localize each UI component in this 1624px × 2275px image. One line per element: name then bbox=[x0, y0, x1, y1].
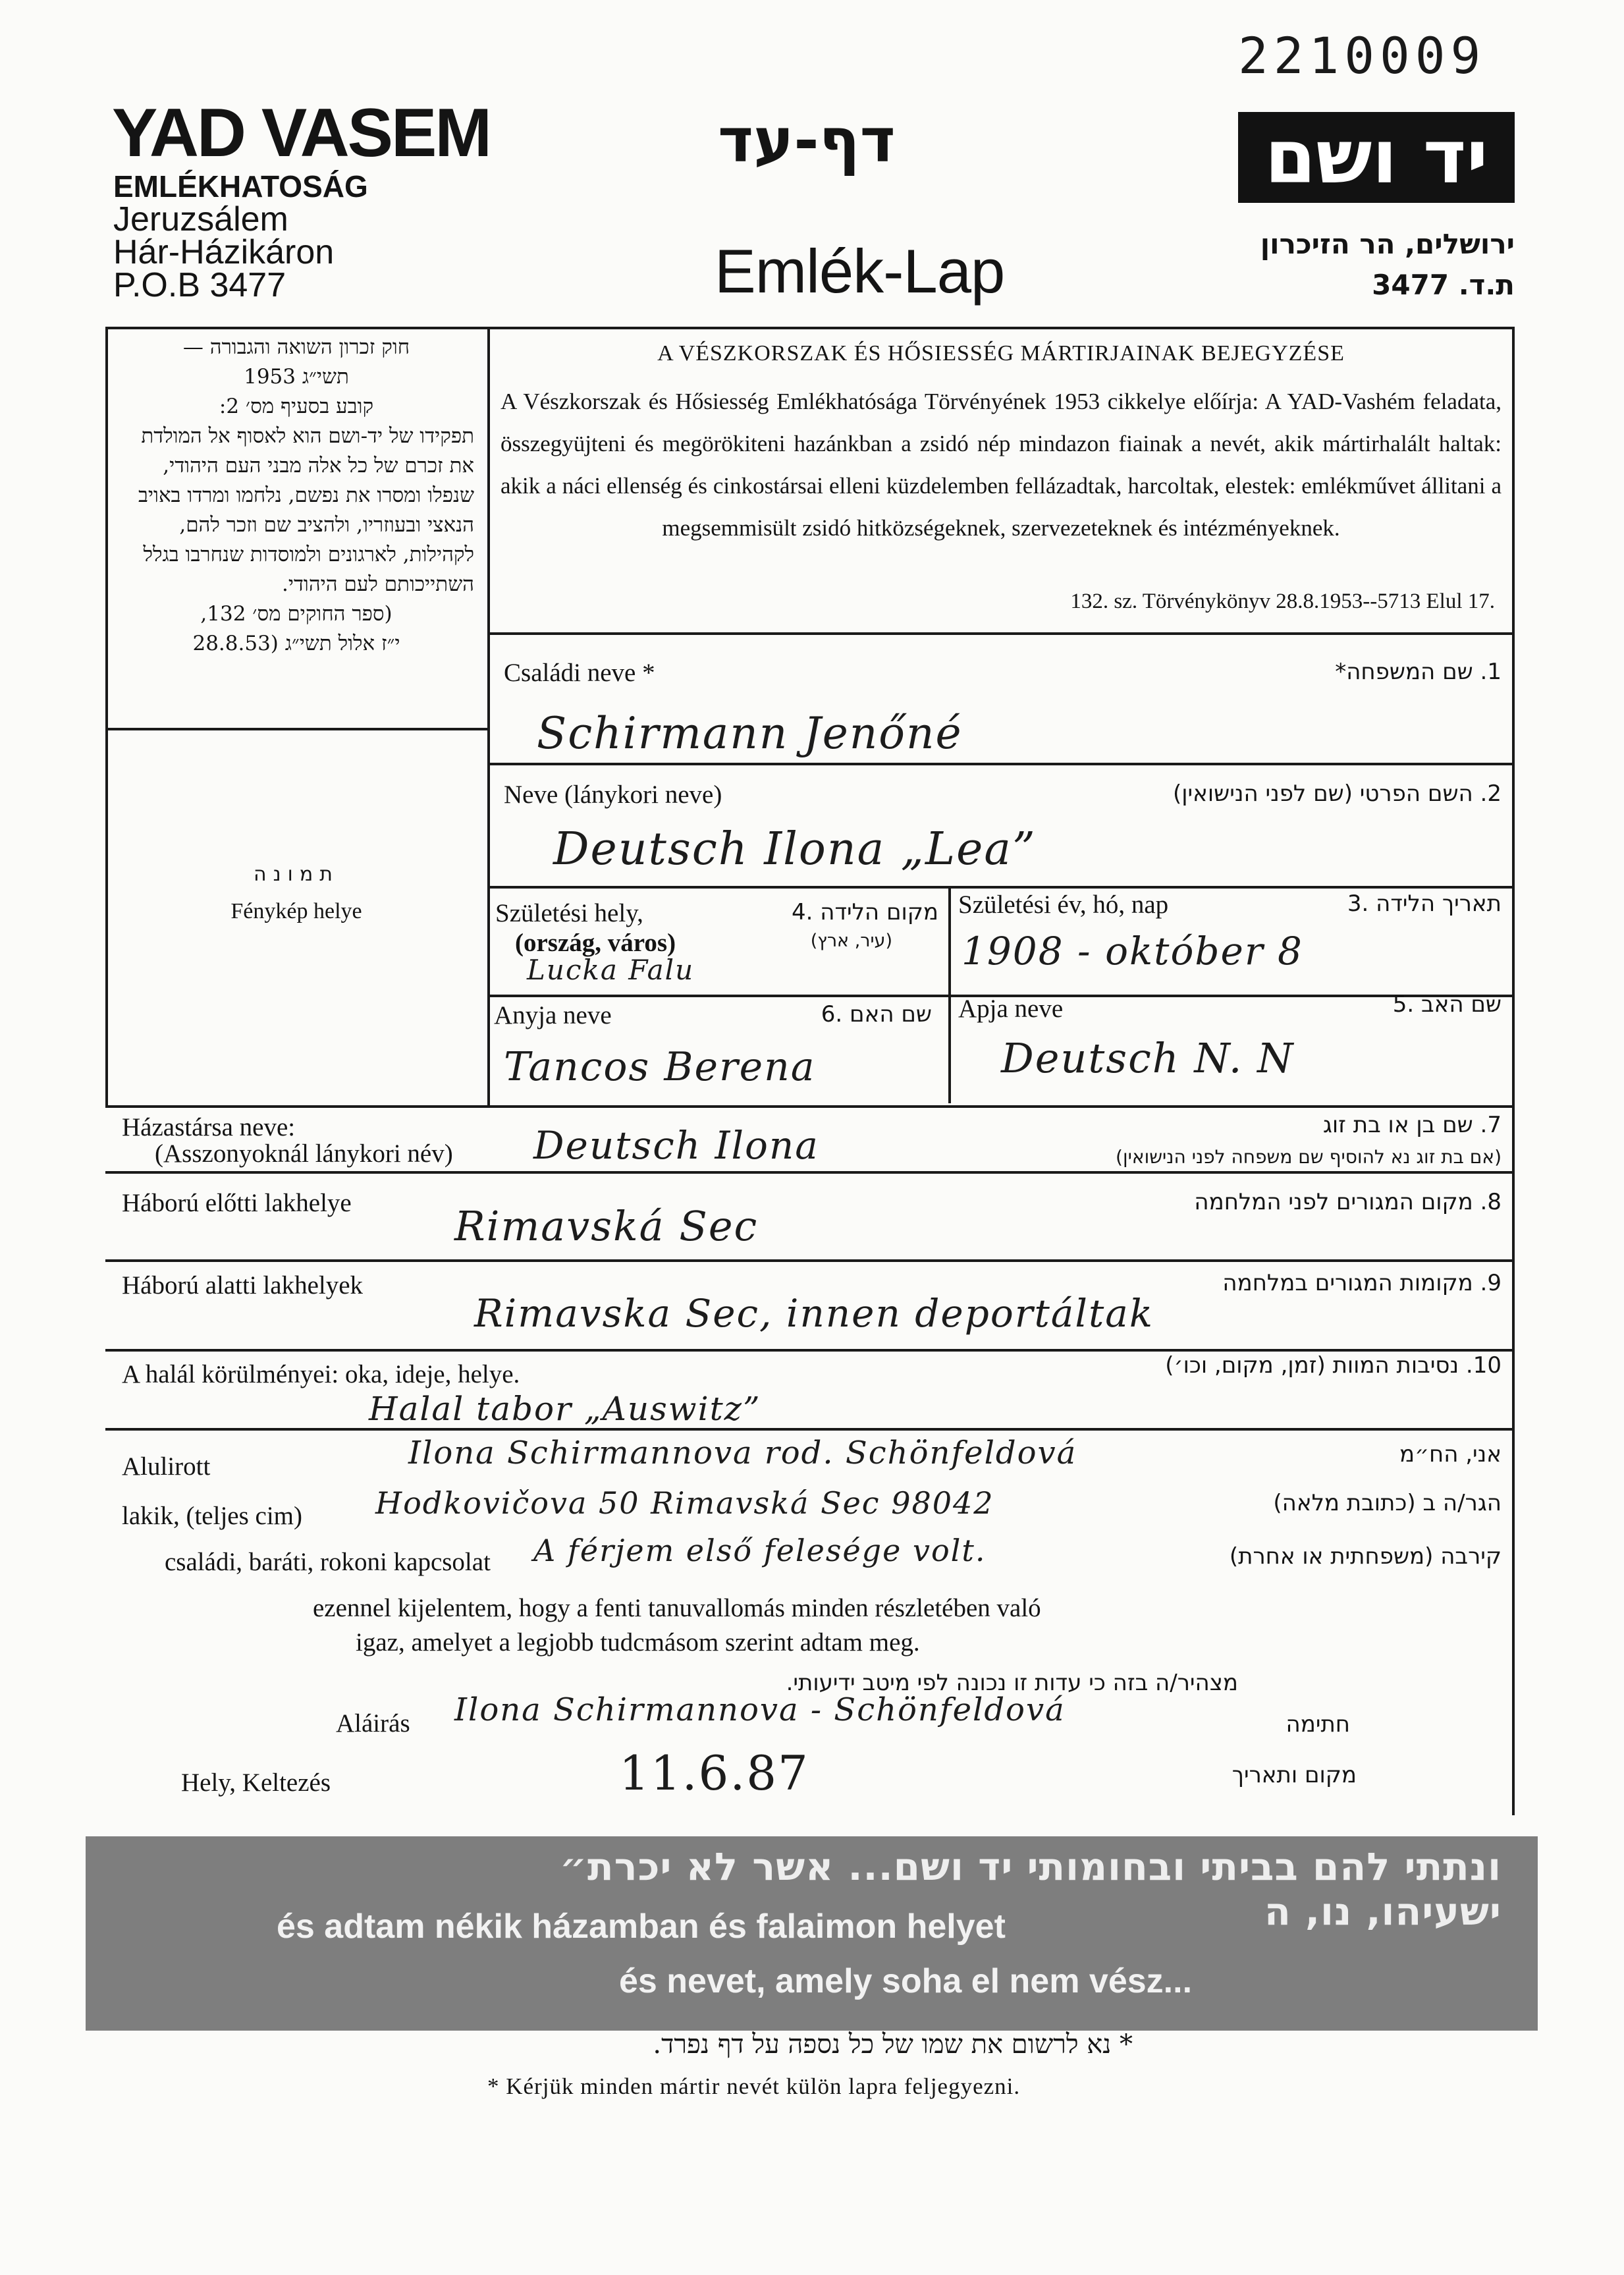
field-prewar-residence-value: Rimavská Sec bbox=[454, 1202, 759, 1250]
field-birthplace-heb-2: (עיר, ארץ) bbox=[810, 931, 892, 951]
field-split-line bbox=[948, 886, 951, 1103]
hebrew-law-text bbox=[119, 333, 474, 659]
org-address-block bbox=[113, 170, 368, 302]
org-subtitle: EMLÉKHATOSÁG bbox=[113, 169, 368, 204]
law-ref1: (ספר החוקים מס׳ 132, bbox=[200, 602, 392, 626]
field-father-name-value: Deutsch N. N bbox=[1001, 1034, 1295, 1082]
field-father-name-heb: שם האב .5 bbox=[1392, 991, 1502, 1018]
photo-label: Fénykép helye bbox=[230, 899, 362, 923]
field-spouse-label: Házastársa neve: bbox=[122, 1113, 296, 1141]
signature-value: Ilona Schirmannova - Schönfeldová bbox=[454, 1691, 1066, 1728]
field-family-name-label: Családi neve * bbox=[504, 659, 655, 687]
page-title: Emlék-Lap bbox=[715, 236, 1005, 306]
field10-bottom-line bbox=[105, 1428, 1515, 1431]
alulirott-heb: אני, הח״מ bbox=[1399, 1441, 1502, 1467]
field9-bottom-line bbox=[105, 1349, 1515, 1352]
decree-title: A VÉSZKORSZAK ÉS HŐSIESSÉG MÁRTIRJAINAK BEJEGYZÉSE bbox=[657, 341, 1345, 366]
field-first-name-label: Neve (lánykori neve) bbox=[504, 781, 722, 809]
lakik-heb: הגר/ה ב (כתובת מלאה) bbox=[1273, 1490, 1502, 1516]
form-left-border bbox=[105, 327, 108, 1107]
field-mother-name-heb: שם האם .6 bbox=[821, 1001, 932, 1028]
field-wartime-residence-label: Háború alatti lakhelyek bbox=[122, 1271, 364, 1300]
field-death-circumstances-label: A halál körülményei: oka, ideje, helye. bbox=[122, 1360, 520, 1388]
footer-note-hebrew: * נא לרשום את שמו של כל נספה על דף נפרד. bbox=[653, 2029, 1133, 2060]
law-line2: תשי״ג 1953 bbox=[244, 365, 349, 389]
photo-placeholder bbox=[119, 856, 474, 930]
field1-bottom-line bbox=[487, 763, 1515, 765]
field-birthplace-value: Lucka Falu bbox=[527, 954, 695, 986]
kapcsolat-heb: קירבה (משפחתית או אחרת) bbox=[1229, 1543, 1502, 1570]
law-box-divider bbox=[105, 728, 487, 730]
field-birthdate-value: 1908 - október 8 bbox=[961, 929, 1303, 973]
field-spouse-label-2: (Asszonyoknál lánykori név) bbox=[155, 1139, 453, 1168]
alulirott-value: Ilona Schirmannova rod. Schönfeldová bbox=[408, 1435, 1077, 1471]
field8-bottom-line bbox=[105, 1259, 1515, 1262]
footer-note: * Kérjük minden mártir nevét külön lapra feljegyezni. bbox=[487, 2073, 1021, 2099]
column-divider bbox=[487, 327, 490, 1107]
field-birthplace-label: Születési hely, bbox=[495, 899, 643, 927]
field-prewar-residence-label: Háború előtti lakhelye bbox=[122, 1189, 352, 1217]
field-birthplace-label-2: (ország, város) bbox=[515, 929, 676, 957]
field-mother-name-value: Tancos Berena bbox=[504, 1044, 816, 1090]
banner-line2: és nevet, amely soha el nem vész... bbox=[619, 1962, 1193, 2000]
place-date-label: Hely, Keltezés bbox=[181, 1768, 331, 1797]
field-wartime-residence-value: Rimavska Sec, innen deportáltak bbox=[474, 1291, 1154, 1336]
photo-label-hebrew: תמונה bbox=[254, 863, 339, 886]
signature-heb: חתימה bbox=[1286, 1711, 1350, 1738]
lakik-value: Hodkovičova 50 Rimavská Sec 98042 bbox=[375, 1485, 994, 1521]
kapcsolat-label: családi, baráti, rokoni kapcsolat bbox=[165, 1548, 491, 1576]
kapcsolat-value: A férjem első felesége volt. bbox=[533, 1533, 987, 1568]
hebrew-address-line2: ת.ד. 3477 bbox=[1372, 269, 1515, 301]
place-date-value: 11.6.87 bbox=[619, 1745, 809, 1801]
decree-bottom-line bbox=[487, 632, 1515, 635]
statement-line1: ezennel kijelentem, hogy a fenti tanuvallomás minden részletében való bbox=[313, 1594, 1041, 1622]
banner-hebrew: ונתתי להם בביתי ובחומותי יד ושם... אשר לא יכרת״ ישעיהו, נו, ה bbox=[559, 1844, 1502, 1934]
serial-number: 2210009 bbox=[1238, 26, 1486, 85]
law-line1: חוק זכרון השואה והגבורה — bbox=[182, 335, 410, 359]
field-first-name-value: Deutsch Ilona „Lea” bbox=[553, 823, 1037, 875]
place-date-heb: מקום ותאריך bbox=[1232, 1762, 1357, 1788]
field-prewar-residence-heb: 8. מקום המגורים לפני המלחמה bbox=[1194, 1189, 1502, 1215]
field-spouse-value: Deutsch Ilona bbox=[533, 1123, 819, 1168]
field-death-circumstances-heb: 10. נסיבות המוות (זמן, מקום, וכו׳) bbox=[1165, 1352, 1502, 1379]
banner-line1: és adtam nékik házamban és falaimon helyet bbox=[277, 1907, 1006, 1946]
field2-bottom-line bbox=[487, 886, 1515, 889]
law-body: תפקידו של יד-ושם הוא לאסוף אל המולדת את זכרם של כל אלה מבני העם היהודי, שנפלו ומסרו את נפשם, נלחמו ומרדו באויב הנאצי ובעוזריו, ולהציב שם וזכר להם, לקהילות, לארגונים ולמוסדות שנחרבו בגלל השתייכותם לעם היהודי. bbox=[138, 424, 474, 596]
field-spouse-heb-2: (אם בת זוג נא להוסיף שם משפחה לפני הנישואין) bbox=[1116, 1146, 1502, 1168]
org-place: Hár-Házikáron bbox=[113, 233, 335, 271]
org-city: Jeruzsálem bbox=[113, 200, 288, 238]
hebrew-address-line1: ירושלים, הר הזיכרון bbox=[1260, 228, 1515, 260]
field-father-name-label: Apja neve bbox=[958, 995, 1064, 1023]
field-spouse-heb: 7. שם בן או בת זוג bbox=[1322, 1112, 1502, 1138]
form-top-border bbox=[105, 327, 1515, 329]
law-line3: קובע בסעיף מס׳ 2: bbox=[219, 395, 374, 418]
org-name: YAD VASEM bbox=[112, 95, 491, 171]
decree-body: A Vészkorszak és Hősiesség Emlékhatósága Törvényének 1953 cikkelye előírja: A YAD-Vashém feladata, összegyüjteni és megörökiteni hazánkban a zsidó nép mindazon fiainak a nevét, akik mártirhalált haltak: akik a náci ellenség és cinkostársai elleni küzdelemben fellázadtak, harcoltak, elestek: emlékművet állitani a megsemmisült zsidó hitközségeknek, szervezeteknek és intézményeknek. bbox=[501, 389, 1502, 541]
org-pob: P.O.B 3477 bbox=[113, 266, 286, 304]
decree-reference: 132. sz. Törvénykönyv 28.8.1953--5713 Elul 17. bbox=[1070, 589, 1495, 613]
field-family-name-value: Schirmann Jenőné bbox=[537, 708, 963, 759]
lakik-label: lakik, (teljes cim) bbox=[122, 1502, 302, 1530]
hebrew-title: דף-עד bbox=[718, 105, 896, 176]
statement-heb: מצהיר/ה בזה כי עדות זו נכונה לפי מיטב ידיעותי. bbox=[786, 1670, 1238, 1696]
field-birthplace-heb: מקום הלידה .4 bbox=[791, 899, 938, 925]
law-ref2: י״ז אלול תשי״ג (28.8.53 bbox=[192, 632, 400, 655]
yad-vashem-logo: יד ושם bbox=[1238, 112, 1515, 203]
hebrew-address bbox=[1212, 224, 1515, 306]
field-first-name-heb: 2. השם הפרטי (שם לפני הנישואין) bbox=[1173, 781, 1502, 807]
field5-bottom-line bbox=[105, 1105, 1515, 1108]
form-right-border bbox=[1512, 327, 1515, 1815]
alulirott-label: Alulirott bbox=[122, 1452, 211, 1481]
field-wartime-residence-heb: 9. מקומות המגורים במלחמה bbox=[1222, 1270, 1502, 1296]
field-birthdate-label: Születési év, hó, nap bbox=[958, 891, 1169, 919]
field7-bottom-line bbox=[105, 1171, 1515, 1174]
field-family-name-heb: 1. שם המשפחה* bbox=[1335, 659, 1502, 685]
statement-line2: igaz, amelyet a legjobb tudcmásom szerint adtam meg. bbox=[356, 1628, 920, 1657]
field-mother-name-label: Anyja neve bbox=[494, 1001, 612, 1029]
field-birthdate-heb: תאריך הלידה .3 bbox=[1347, 891, 1502, 917]
field-death-circumstances-value: Halal tabor „Auswitz” bbox=[369, 1390, 761, 1428]
signature-label: Aláirás bbox=[336, 1709, 410, 1738]
